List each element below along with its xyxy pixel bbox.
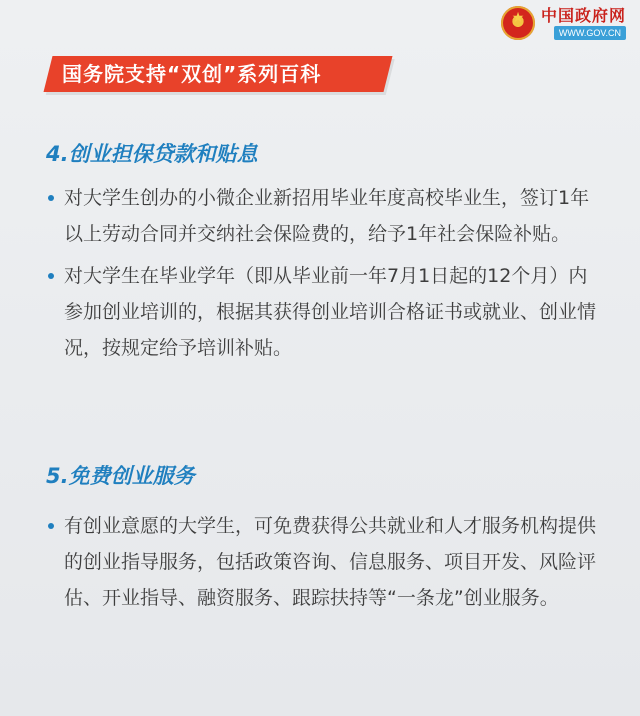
bullet-item: 对大学生创办的小微企业新招用毕业年度高校毕业生，签订1年以上劳动合同并交纳社会保险费的，给予1年社会保险补贴。 <box>46 180 606 252</box>
section-bullets-free-service <box>46 508 606 622</box>
bullet-item: 对大学生在毕业学年（即从毕业前一年7月1日起的12个月）内参加创业培训的，根据其获得创业培训合格证书或就业、创业情况，按规定给予培训补贴。 <box>46 258 606 366</box>
logo-title: 中国政府网 <box>540 6 626 25</box>
series-banner-text: 国务院支持“双创”系列百科 <box>62 62 322 86</box>
section-title-loan-subsidy: 4.创业担保贷款和贴息 <box>46 142 258 166</box>
section-bullets-loan-subsidy <box>46 180 606 372</box>
logo-text <box>541 6 626 40</box>
gov-cn-logo[interactable] <box>501 6 626 40</box>
national-emblem-icon <box>501 6 535 40</box>
bullet-item: 有创业意愿的大学生，可免费获得公共就业和人才服务机构提供的创业指导服务，包括政策咨询、信息服务、项目开发、风险评估、开业指导、融资服务、跟踪扶持等“一条龙”创业服务。 <box>46 508 606 616</box>
logo-url: WWW.GOV.CN <box>554 26 626 40</box>
section-title-free-service: 5.免费创业服务 <box>46 464 195 488</box>
